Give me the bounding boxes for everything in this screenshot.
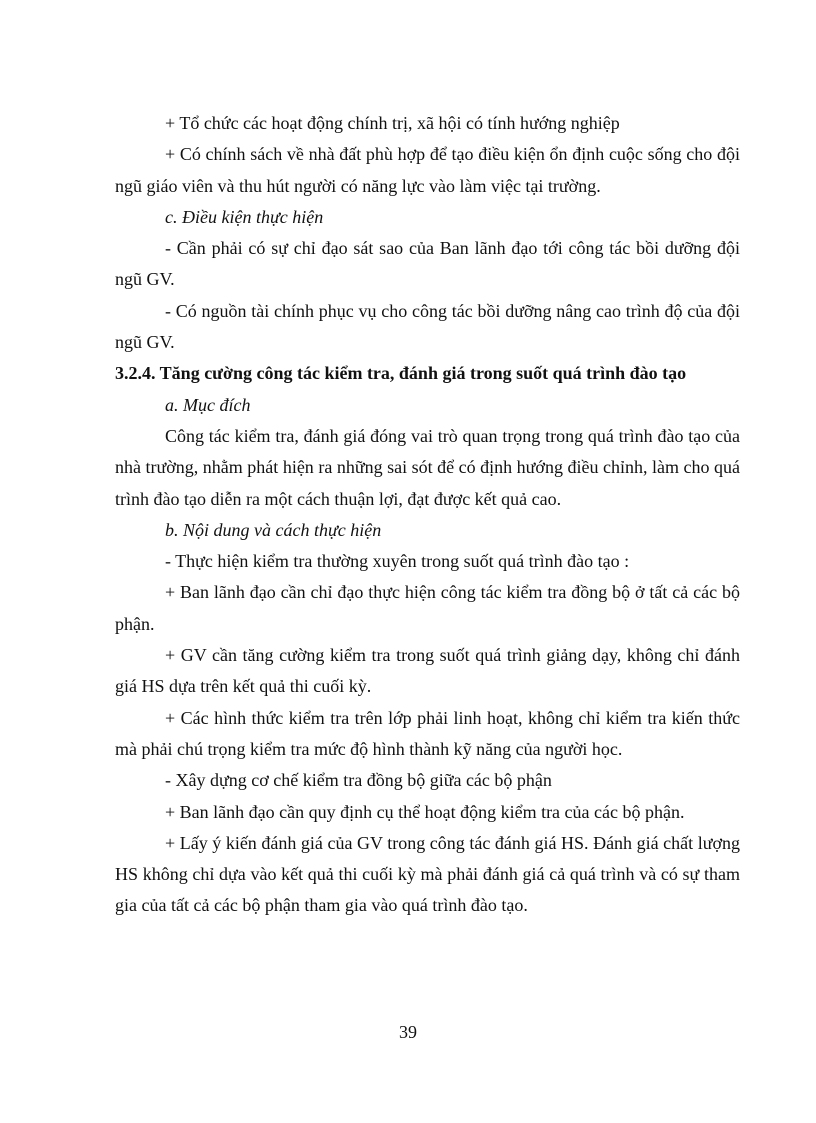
body-text [115,108,740,922]
paragraph-dash-financial-source: - Có nguồn tài chính phục vụ cho công tác bồi dưỡng nâng cao trình độ của đội ngũ GV. [115,300,740,353]
paragraph-bullet-flexible-forms: + Các hình thức kiểm tra trên lớp phải linh hoạt, không chỉ kiểm tra kiến thức mà phải chú trọng kiểm tra mức độ hình thành kỹ năng của người học. [115,707,740,759]
subheading-content-and-method: b. Nội dung và cách thực hiện [165,519,382,540]
paragraph-dash-leadership-direction: - Cần phải có sự chỉ đạo sát sao của Ban lãnh đạo tới công tác bồi dưỡng đội ngũ GV. [115,238,740,290]
paragraph-bullet-career-activities: + Tổ chức các hoạt động chính trị, xã hội có tính hướng nghiệp [165,113,620,133]
page-number: 39 [399,1022,417,1042]
paragraph-bullet-housing-policy: + Có chính sách về nhà đất phù hợp để tạo điều kiện ổn định cuộc sống cho đội ngũ giáo viên và thu hút người có năng lực vào làm việc tại trường. [115,144,740,196]
subheading-purpose: a. Mục đích [165,394,251,415]
paragraph-bullet-specific-regulation: + Ban lãnh đạo cần quy định cụ thể hoạt động kiểm tra của các bộ phận. [165,801,685,822]
paragraph-purpose-body: Công tác kiểm tra, đánh giá đóng vai trò quan trọng trong quá trình đào tạo của nhà trường, nhằm phát hiện ra những sai sót để có định hướng điều chỉnh, làm cho quá trình đào tạo diễn ra một cách thuận lợi, đạt được kết quả cao. [115,425,740,509]
paragraph-bullet-teacher-feedback: + Lấy ý kiến đánh giá của GV trong công tác đánh giá HS. Đánh giá chất lượng HS không chỉ dựa vào kết quả thi cuối kỳ mà phải đánh giá cả quá trình và có sự tham gia của tất cả các bộ phận tham gia vào quá trình đào tạo. [115,832,740,916]
paragraph-dash-regular-inspection: - Thực hiện kiểm tra thường xuyên trong suốt quá trình đào tạo : [165,551,630,572]
subheading-implementation-conditions: c. Điều kiện thực hiện [165,206,324,227]
paragraph-bullet-leadership-inspection: + Ban lãnh đạo cần chỉ đạo thực hiện công tác kiểm tra đồng bộ ở tất cả các bộ phận. [115,582,740,634]
paragraph-bullet-teacher-inspection: + GV cần tăng cường kiểm tra trong suốt quá trình giảng dạy, không chỉ đánh giá HS dựa trên kết quả thi cuối kỳ. [115,645,740,697]
section-heading-3-2-4: 3.2.4. Tăng cường công tác kiểm tra, đánh giá trong suốt quá trình đào tạo [115,363,687,384]
paragraph-dash-synchronous-mechanism: - Xây dựng cơ chế kiểm tra đồng bộ giữa các bộ phận [165,770,552,791]
